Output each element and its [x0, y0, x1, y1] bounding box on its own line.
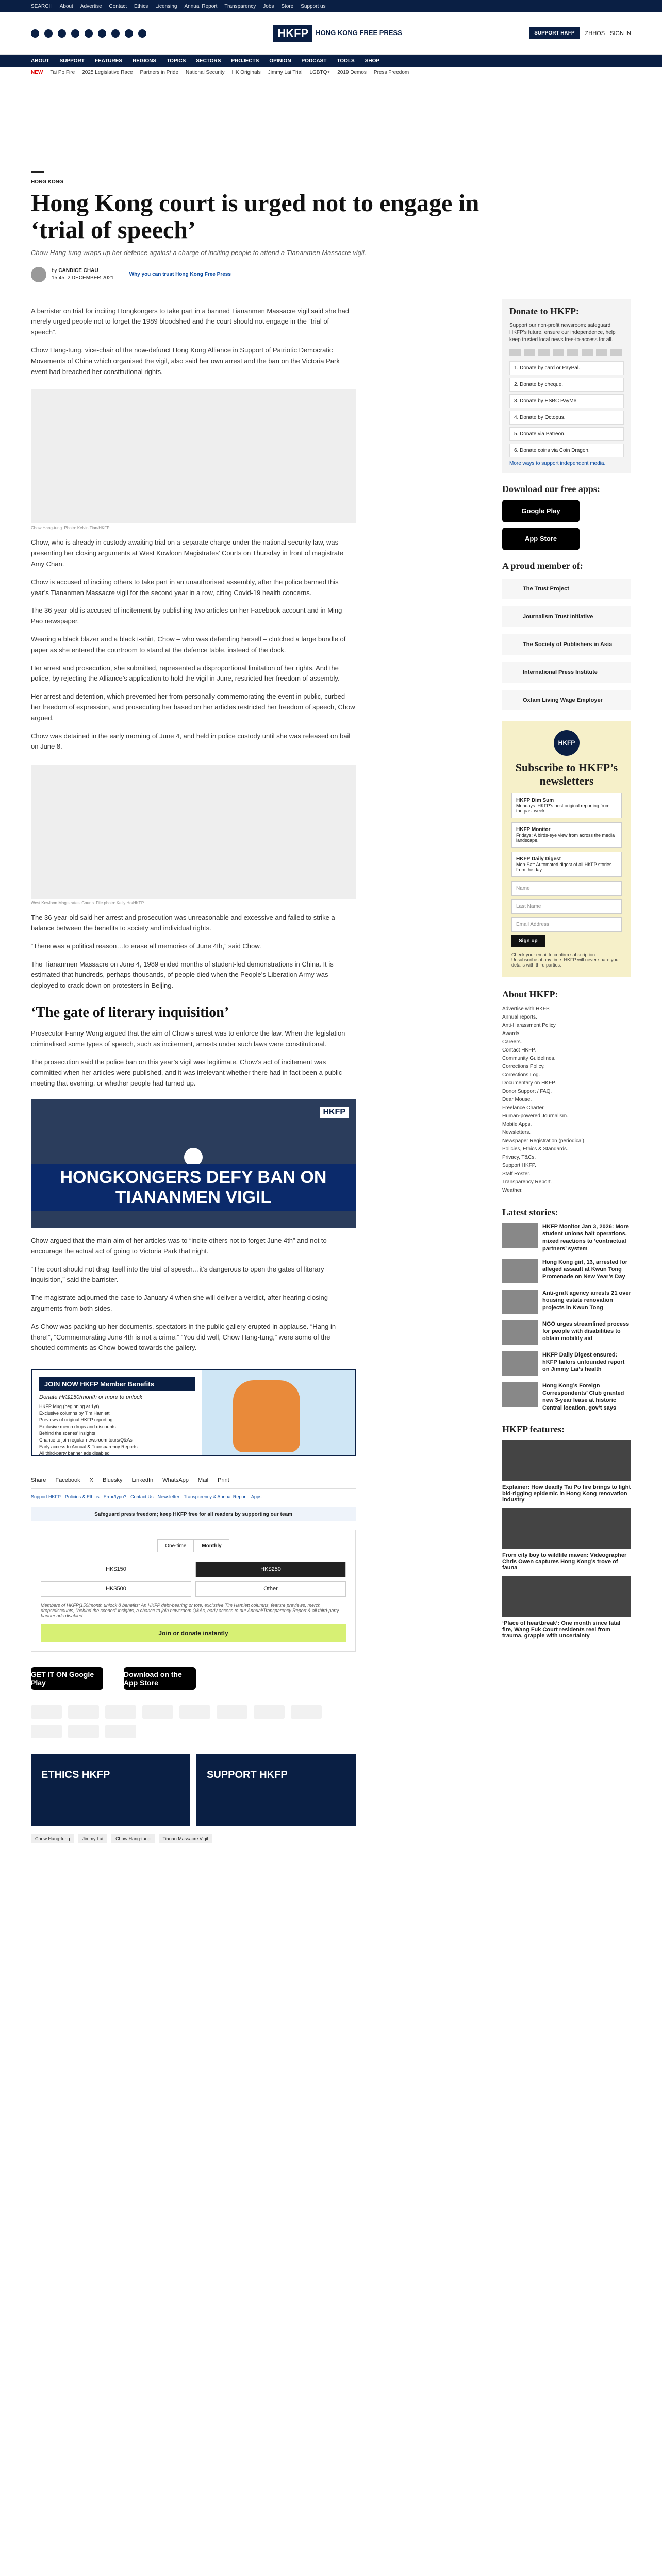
- visa-icon: [105, 1705, 136, 1719]
- newsletter-box: [502, 721, 631, 977]
- about-link[interactable]: Human-powered Journalism.: [502, 1113, 568, 1119]
- apps-heading: Download our free apps:: [502, 483, 600, 494]
- paragraph: Chow, who is already in custody awaiting trial on a separate charge under the national security law, was presenting her closing arguments at West Kowloon Magistrates’ Courts on Thursday in front of magistrate Amy Chan.: [31, 538, 343, 568]
- site-logo[interactable]: [273, 25, 402, 42]
- about-link[interactable]: Annual reports.: [502, 1014, 537, 1020]
- about-link[interactable]: Mobile Apps.: [502, 1121, 532, 1127]
- paragraph: Her arrest and prosecution, she submitted, represented a disproportional limitation of her rights. And the police, by rejecting the Alliance’s application to hold the vigil in June, restricted her freedom of assembly.: [31, 664, 340, 683]
- benefit-item: Chance to join regular newsroom tours/Q&As: [39, 1437, 133, 1443]
- safeguard-banner[interactable]: Safeguard press freedom; keep HKFP free for all readers by supporting our team: [31, 1507, 356, 1521]
- paragraph: “There was a political reason…to erase all memories of June 4th,” said Chow.: [31, 942, 261, 950]
- signin-link[interactable]: SIGN IN: [610, 30, 631, 37]
- more-ways-link[interactable]: More ways to support independent media.: [509, 460, 606, 466]
- patreon-icon: [596, 349, 607, 356]
- nav-item[interactable]: PODCAST: [301, 58, 327, 64]
- latest-story[interactable]: Hong Kong’s Foreign Correspondents’ Club granted new 3-year lease at historic Central location, gov’t says: [502, 1382, 631, 1412]
- benefit-item: Exclusive merch drops and discounts: [39, 1424, 116, 1430]
- footer-link[interactable]: Policies & Ethics: [65, 1494, 100, 1500]
- trending-item[interactable]: LGBTQ+: [309, 70, 330, 75]
- benefit-item: HKFP Mug (beginning at 1yr): [39, 1404, 100, 1410]
- share-print[interactable]: Print: [218, 1477, 229, 1484]
- ipi-logo[interactable]: International Press Institute: [502, 662, 631, 683]
- latest-heading: Latest stories:: [502, 1207, 558, 1217]
- instagram-icon[interactable]: [58, 29, 66, 38]
- share-x[interactable]: X: [89, 1477, 94, 1484]
- donate-option[interactable]: 5. Donate via Patreon.: [509, 427, 624, 441]
- story-thumbnail: [502, 1223, 538, 1248]
- footer-link[interactable]: Apps: [251, 1494, 262, 1500]
- google-play-button[interactable]: GET IT ON Google Play: [31, 1667, 103, 1690]
- share-facebook[interactable]: Facebook: [55, 1477, 80, 1484]
- unionpay-icon: [582, 349, 593, 356]
- author-name[interactable]: CANDICE CHAU: [58, 267, 98, 274]
- sidebar: [502, 299, 631, 1843]
- article-category[interactable]: HONG KONG: [31, 179, 63, 185]
- nav-item[interactable]: REGIONS: [133, 58, 157, 64]
- trending-item[interactable]: HK Originals: [231, 70, 261, 75]
- unionpay-icon: [217, 1705, 247, 1719]
- trending-item[interactable]: National Security: [186, 70, 225, 75]
- category-rule: [31, 171, 44, 173]
- about-link[interactable]: Support HKFP.: [502, 1162, 536, 1168]
- feature-image[interactable]: [502, 1440, 631, 1481]
- footer-link[interactable]: Contact Us: [130, 1494, 154, 1500]
- feature-title[interactable]: From city boy to wildlife maven: Videographer Chris Owen captures Hong Kong’s trove of fauna: [502, 1552, 627, 1571]
- topbar-item[interactable]: Ethics: [134, 3, 148, 9]
- topbar-item[interactable]: Store: [281, 3, 294, 9]
- newsletter-option[interactable]: HKFP Daily Digest Mon-Sat: Automated digest of all HKFP stories from the day.: [511, 852, 622, 877]
- logo-mark: HKFP: [273, 25, 312, 42]
- trending-item[interactable]: Tai Po Fire: [50, 70, 75, 75]
- about-link[interactable]: Dear Mouse.: [502, 1096, 532, 1103]
- gpay-icon: [610, 349, 622, 356]
- trending-item[interactable]: 2025 Legislative Race: [82, 70, 133, 75]
- rss-icon[interactable]: [138, 29, 146, 38]
- about-link[interactable]: Staff Roster.: [502, 1171, 531, 1177]
- benefit-item: Previews of original HKFP reporting: [39, 1417, 113, 1423]
- article-tags: [31, 1834, 356, 1843]
- jcb-icon: [567, 349, 578, 356]
- about-link[interactable]: Transparency Report.: [502, 1179, 552, 1185]
- photo-caption: West Kowloon Magistrates’ Courts. File photo: Kelly Ho/HKFP.: [31, 901, 145, 906]
- story-thumbnail: [502, 1351, 538, 1376]
- email-field[interactable]: Email Address: [511, 917, 622, 932]
- support-banner[interactable]: SUPPORT HKFP: [196, 1754, 356, 1826]
- topbar-item[interactable]: SEARCH: [31, 3, 53, 9]
- linkedin-icon[interactable]: [98, 29, 106, 38]
- latest-story[interactable]: NGO urges streamlined process for people with disabilities to obtain mobility aid: [502, 1320, 631, 1345]
- youtube-icon[interactable]: [85, 29, 93, 38]
- jti-logo[interactable]: Journalism Trust Initiative: [502, 606, 631, 627]
- video-banner: HONGKONGERS DEFY BAN ON TIANANMEN VIGIL: [31, 1164, 356, 1211]
- about-link[interactable]: Awards.: [502, 1030, 521, 1037]
- member-benefits-banner[interactable]: [31, 1369, 356, 1456]
- share-bar: [31, 1477, 356, 1489]
- donate-option[interactable]: 3. Donate by HSBC PayMe.: [509, 394, 624, 408]
- story-thumbnail: [502, 1259, 538, 1283]
- donate-option[interactable]: 6. Donate coins via Coin Dragon.: [509, 444, 624, 457]
- benefit-item: Exclusive columns by Tim Hamlett: [39, 1411, 110, 1416]
- share-mail[interactable]: Mail: [197, 1477, 209, 1484]
- paragraph: As Chow was packing up her documents, spectators in the public gallery erupted in applause. “Hang in there!”, “Commemorating June 4th is not a crime.” “You did well, Chow Hang-tung,” were some of the shouted comments as Chow bowed towards the gallery.: [31, 1322, 336, 1352]
- benefits-title: JOIN NOW HKFP Member Benefits: [39, 1377, 195, 1391]
- newsletter-option[interactable]: HKFP Monitor Fridays: A birds-eye view from across the media landscape.: [511, 822, 622, 848]
- trending-item[interactable]: Press Freedom: [373, 70, 409, 75]
- latest-story[interactable]: Hong Kong girl, 13, arrested for alleged assault at Kwun Tong Promenade on New Year’s Day: [502, 1259, 631, 1283]
- mastercard-icon: [509, 349, 521, 356]
- article-deck: Chow Hang-tung wraps up her defence against a charge of inciting people to attend a Tiananmen Massacre vigil.: [31, 248, 367, 257]
- paragraph: Her arrest and detention, which prevented her from personally commemorating the event in public, curbed her freedom of expression, and prosecuting her based on her articles restricted her freedom of speech, Chow argued.: [31, 692, 355, 722]
- latest-story[interactable]: Anti-graft agency arrests 21 over housing estate renovation projects in Kwun Tong: [502, 1290, 631, 1314]
- donate-option[interactable]: 1. Donate by card or PayPal.: [509, 361, 624, 375]
- about-link[interactable]: Contact HKFP.: [502, 1047, 536, 1053]
- about-heading: About HKFP:: [502, 989, 558, 999]
- nav-item[interactable]: FEATURES: [94, 58, 123, 64]
- newsletter-note: Check your email to confirm subscription. Unsubscribe at any time. HKFP will never share your details with third parties.: [511, 952, 620, 968]
- paragraph: The magistrate adjourned the case to January 4 when she will deliver a verdict, after hearing closing arguments from both sides.: [31, 1294, 328, 1312]
- paragraph: Chow argued that the main aim of her articles was to “incite others not to forget June 4th” and not to encourage the actual act of going to Victoria Park that night.: [31, 1236, 327, 1255]
- amount-option[interactable]: HK$500: [41, 1581, 191, 1597]
- support-button[interactable]: SUPPORT HKFP: [529, 27, 580, 39]
- mascot-image: [233, 1380, 300, 1452]
- site-header: [0, 12, 662, 55]
- amex-icon: [142, 1705, 173, 1719]
- threads-icon[interactable]: [71, 29, 79, 38]
- donate-option[interactable]: 4. Donate by Octopus.: [509, 411, 624, 425]
- share-linkedin[interactable]: LinkedIn: [131, 1477, 154, 1484]
- story-thumbnail: [502, 1320, 538, 1345]
- article-photo: [31, 765, 356, 899]
- newsletter-logo: HKFP: [554, 730, 580, 756]
- about-link[interactable]: Freelance Charter.: [502, 1105, 545, 1111]
- oxfam-logo[interactable]: Oxfam Living Wage Employer: [502, 690, 631, 710]
- x-icon[interactable]: [44, 29, 53, 38]
- whatsapp-icon[interactable]: [111, 29, 120, 38]
- byline: by CANDICE CHAU 15:45, 2 DECEMBER 2021 Why you can trust Hong Kong Free Press: [31, 267, 631, 282]
- join-button[interactable]: Join or donate instantly: [41, 1624, 346, 1642]
- topbar-item[interactable]: Annual Report: [184, 3, 218, 9]
- story-thumbnail: [502, 1382, 538, 1407]
- logo-text: HONG KONG FREE PRESS: [316, 29, 402, 37]
- article-title: Hong Kong court is urged not to engage in ‘trial of speech’: [31, 190, 479, 244]
- nav-item[interactable]: SUPPORT: [59, 58, 85, 64]
- about-link[interactable]: Corrections Policy.: [502, 1063, 545, 1070]
- app-store-button[interactable]: App Store: [502, 528, 580, 550]
- donate-option[interactable]: 2. Donate by cheque.: [509, 378, 624, 392]
- feature-image[interactable]: [502, 1508, 631, 1549]
- video-logo: HKFP: [320, 1107, 349, 1118]
- article-body: [31, 299, 356, 1843]
- paragraph: The 36-year-old is accused of incitement by publishing two articles on her Facebook account and in Ming Pao newspaper.: [31, 606, 342, 625]
- topbar-item[interactable]: Advertise: [80, 3, 102, 9]
- benefit-item: All third-party banner ads disabled: [39, 1451, 110, 1456]
- mastercard-icon: [31, 1705, 62, 1719]
- about-link[interactable]: Privacy, T&Cs.: [502, 1154, 536, 1160]
- payme-icon: [31, 1725, 62, 1738]
- applepay-icon: [105, 1725, 136, 1738]
- feature-title[interactable]: ‘Place of heartbreak’: One month since fatal fire, Wang Fuk Court residents reel from trauma, grapple with uncertainty: [502, 1620, 621, 1639]
- benefits-sub: Donate HK$150/month or more to unlock: [39, 1394, 142, 1401]
- paragraph: Prosecutor Fanny Wong argued that the aim of Chow’s arrest was to enforce the law. When the legislation criminalised some types of speech, such as incitement, arrests under such laws were constitutional.: [31, 1029, 345, 1048]
- bitcoin-icon: [254, 1705, 285, 1719]
- benefit-item: Early access to Annual & Transparency Reports: [39, 1444, 138, 1450]
- nav-item[interactable]: ABOUT: [31, 58, 49, 64]
- about-link[interactable]: Donor Support / FAQ.: [502, 1088, 552, 1094]
- topbar-item[interactable]: Support us: [301, 3, 326, 9]
- paragraph: Chow Hang-tung, vice-chair of the now-defunct Hong Kong Alliance in Support of Patriotic Democratic Movements of China which organised the vigil, also said her own arrest and the ban on the Victoria Park event had breached her constitutional rights.: [31, 346, 340, 376]
- footer-link[interactable]: Support HKFP: [31, 1494, 61, 1500]
- ethics-banner[interactable]: ETHICS HKFP: [31, 1754, 190, 1826]
- features-heading: HKFP features:: [502, 1424, 565, 1435]
- paragraph: Chow is accused of inciting others to take part in an unauthorised assembly, after the police banned this year’s Tiananmen Massacre vigil for the second year in a row, citing Covid-19 health concerns.: [31, 578, 339, 597]
- footer-link[interactable]: Error/typo?: [103, 1494, 127, 1500]
- lastname-field[interactable]: Last Name: [511, 899, 622, 914]
- visa-icon: [538, 349, 550, 356]
- nav-item[interactable]: SECTORS: [196, 58, 221, 64]
- video-embed[interactable]: [31, 1099, 356, 1228]
- paragraph: The 36-year-old said her arrest and prosecution was unreasonable and excessive and failed to strike a balance between the benefits to society and individual rights.: [31, 913, 335, 932]
- amount-option[interactable]: HK$150: [41, 1562, 191, 1577]
- article-photo: [31, 389, 356, 523]
- newsletter-option[interactable]: HKFP Dim Sum Mondays: HKFP’s best original reporting from the past week.: [511, 793, 622, 818]
- google-play-button[interactable]: Google Play: [502, 500, 580, 522]
- tag[interactable]: Chow Hang-tung: [111, 1834, 155, 1843]
- trending-bar: [0, 67, 662, 78]
- app-store-button[interactable]: Download on the App Store: [124, 1667, 196, 1690]
- about-link[interactable]: Careers.: [502, 1039, 522, 1045]
- paypal-icon: [524, 349, 535, 356]
- about-link[interactable]: Newspaper Registration (periodical).: [502, 1138, 586, 1144]
- tag[interactable]: Tianan Massacre Vigil: [159, 1834, 212, 1843]
- newsletter-title: Subscribe to HKFP’s newsletters: [515, 760, 618, 787]
- footer-link[interactable]: Newsletter: [157, 1494, 180, 1500]
- share-whatsapp[interactable]: WhatsApp: [162, 1477, 189, 1484]
- latest-story[interactable]: HKFP Daily Digest ensured: hKFP tailors unfounded report on Jimmy Lai’s health: [502, 1351, 631, 1376]
- topbar-item[interactable]: Contact: [109, 3, 127, 9]
- topbar-item[interactable]: About: [59, 3, 73, 9]
- about-link[interactable]: Corrections Log.: [502, 1072, 540, 1078]
- paragraph: “The court should not drag itself into the trial of speech…it’s dangerous to open the gates of literary inquisition,” said the barrister.: [31, 1265, 324, 1284]
- gpay-icon: [68, 1725, 99, 1738]
- why-trust-link[interactable]: Why you can trust Hong Kong Free Press: [129, 272, 231, 278]
- share-label: Share: [31, 1477, 46, 1484]
- donate-text[interactable]: Support our non-profit newsroom: safeguard HKFP’s future, ensure our independence, help keep trusted local news free-to-access for all.: [509, 322, 616, 343]
- trending-item[interactable]: 2019 Demos: [337, 70, 367, 75]
- paragraph: Wearing a black blazer and a black t-shirt, Chow – who was defending herself – clutched a large bundle of paper as she entered the courtroom to stand at the defence table, instead of the dock.: [31, 635, 346, 654]
- paragraph: The Tiananmen Massacre on June 4, 1989 ended months of student-led demonstrations in China. It is estimated that hundreds, perhaps thousands, of people died when the People’s Liberation Army was deployed to crack down on protesters in Beijing.: [31, 960, 334, 990]
- signup-button[interactable]: Sign up: [511, 935, 545, 947]
- footer-link[interactable]: Transparency & Annual Report: [184, 1494, 247, 1500]
- about-list: [502, 1005, 631, 1195]
- feature-title[interactable]: Explainer: How deadly Tai Po fire brings to light bid-rigging epidemic in Hong Kong renovation industry: [502, 1484, 631, 1503]
- nav-item[interactable]: PROJECTS: [231, 58, 259, 64]
- about-link[interactable]: Weather.: [502, 1187, 523, 1193]
- sopa-logo[interactable]: The Society of Publishers in Asia: [502, 634, 631, 655]
- jcb-icon: [179, 1705, 210, 1719]
- donate-note: Members of HKFP(150/month unlock 8 benefits: An HKFP debt-bearing or tote, exclusive Tim Hamlett columns, feature previews, merch drops/discounts, “behind the scenes” insights, a chance to join newsroom Q&As, early access to our Annual/Transparency Report & all third-party banner ads disabled.: [41, 1603, 339, 1619]
- onetime-toggle[interactable]: One-time: [157, 1539, 194, 1552]
- tag[interactable]: Chow Hang-tung: [31, 1834, 74, 1843]
- about-link[interactable]: Anti-Harassment Policy.: [502, 1022, 557, 1028]
- about-link[interactable]: Documentary on HKFP.: [502, 1080, 556, 1086]
- tag[interactable]: Jimmy Lai: [78, 1834, 108, 1843]
- amount-option[interactable]: Other: [195, 1581, 346, 1597]
- language-switch[interactable]: ZHHOS: [585, 30, 605, 37]
- paragraph: The prosecution said the police ban on this year’s vigil was legitimate. Chow’s act of incitement was committed when her articles were published, and it was irrelevant whether there had in fact been a public meeting that evening, or whether people had turned up.: [31, 1058, 342, 1088]
- story-thumbnail: [502, 1290, 538, 1314]
- benefit-item: Behind the scenes’ insights: [39, 1431, 95, 1436]
- paragraph: Chow was detained in the early morning of June 4, and held in police custody until she was released on bail on June 8.: [31, 732, 351, 751]
- amount-option-selected[interactable]: HK$250: [195, 1562, 346, 1577]
- footer-links: [31, 1494, 356, 1499]
- nav-item[interactable]: TOOLS: [337, 58, 355, 64]
- about-link[interactable]: Advertise with HKFP.: [502, 1006, 551, 1012]
- amex-icon: [553, 349, 564, 356]
- main-nav: [0, 55, 662, 67]
- photo-caption: Chow Hang-tung. Photo: Kelvin Tian/HKFP.: [31, 526, 110, 531]
- trust-project-logo[interactable]: The Trust Project: [502, 579, 631, 599]
- nav-item[interactable]: TOPICS: [167, 58, 186, 64]
- telegram-icon[interactable]: [125, 29, 133, 38]
- feature-image[interactable]: [502, 1576, 631, 1617]
- social-icons: [31, 29, 146, 38]
- donate-box: [502, 299, 631, 473]
- section-heading: ‘The gate of literary inquisition’: [31, 1004, 229, 1021]
- payment-logos: [31, 1705, 356, 1738]
- publish-date: 15:45, 2 DECEMBER 2021: [52, 275, 114, 281]
- trending-item[interactable]: Partners in Pride: [140, 70, 179, 75]
- patreon-icon: [291, 1705, 322, 1719]
- author-avatar: [31, 267, 46, 282]
- trending-item[interactable]: Jimmy Lai Trial: [268, 70, 303, 75]
- donate-heading: Donate to HKFP:: [509, 306, 579, 316]
- about-link[interactable]: Newsletters.: [502, 1129, 531, 1136]
- nav-item[interactable]: SHOP: [365, 58, 380, 64]
- share-bluesky[interactable]: Bluesky: [103, 1477, 123, 1484]
- topbar-item[interactable]: Jobs: [263, 3, 274, 9]
- member-heading: A proud member of:: [502, 560, 583, 571]
- latest-story[interactable]: HKFP Monitor Jan 3, 2026: More student unions halt operations, mixed reactions to ‘contractual partners’ system: [502, 1223, 631, 1252]
- top-utility-bar: [0, 0, 662, 12]
- topbar-item[interactable]: Transparency: [224, 3, 256, 9]
- facebook-icon[interactable]: [31, 29, 39, 38]
- paragraph: A barrister on trial for inciting Hongkongers to take part in a banned Tiananmen Massacre vigil said she had merely urged people not to forget the 1989 bloodshed and the court should not engage in the “trial of speech”.: [31, 307, 350, 336]
- monthly-toggle[interactable]: Monthly: [194, 1539, 229, 1552]
- new-label: NEW: [31, 70, 43, 75]
- about-link[interactable]: Community Guidelines.: [502, 1055, 556, 1061]
- name-field[interactable]: Name: [511, 881, 622, 896]
- donate-widget: [31, 1530, 356, 1652]
- nav-item[interactable]: OPINION: [269, 58, 291, 64]
- paypal-icon: [68, 1705, 99, 1719]
- about-link[interactable]: Policies, Ethics & Standards.: [502, 1146, 568, 1152]
- topbar-item[interactable]: Licensing: [155, 3, 177, 9]
